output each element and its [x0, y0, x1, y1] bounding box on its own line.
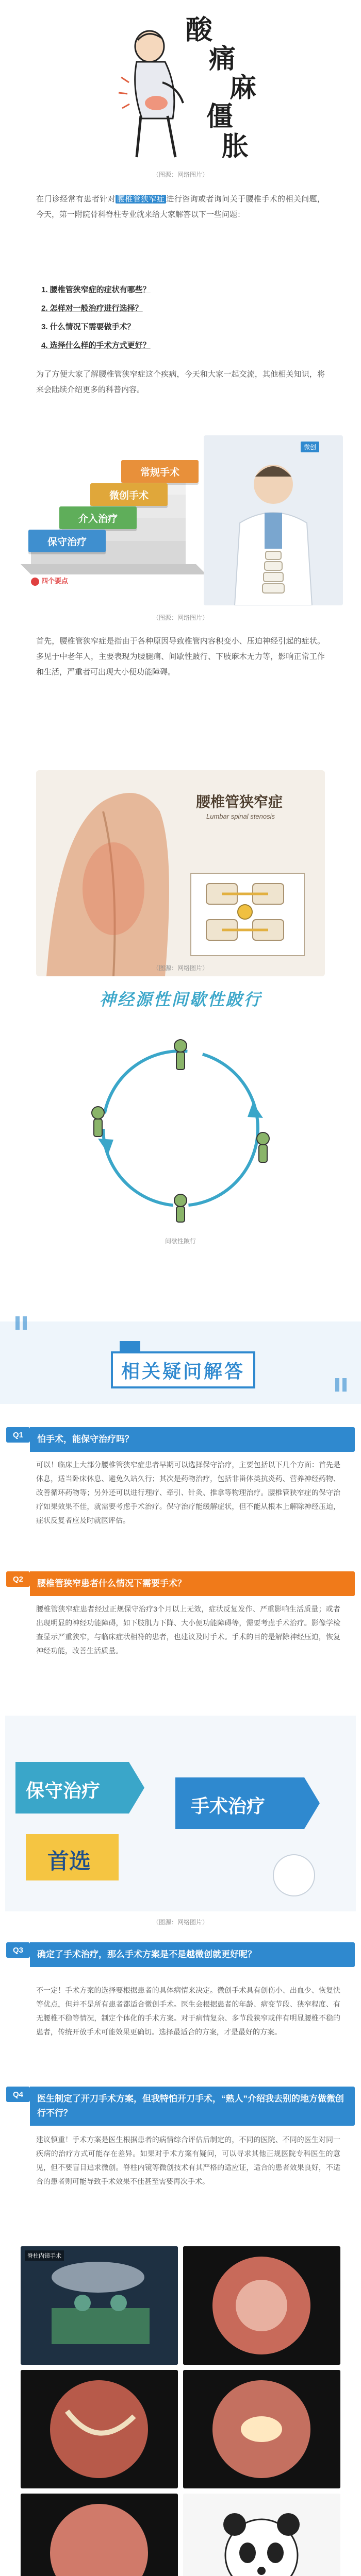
hero-word-sour: 酸: [186, 16, 213, 45]
toc-item[interactable]: 4. 选择什么样的手术方式更好？: [41, 341, 151, 350]
claudication-caption: 间歇性跛行: [165, 1238, 196, 1245]
operating-room-icon: [21, 2246, 178, 2365]
toc-item[interactable]: 1. 腰椎管狭窄症的症状有哪些？: [41, 285, 151, 294]
intro-text: 在门诊经常有患者针对 腰椎管狭窄症 进行咨询或者询问关于腰椎手术的相关问题，今天，第一附院骨科脊柱专业就来给大家解答以下一些问题：: [36, 195, 325, 219]
surgery-photo: [183, 2246, 340, 2365]
first-choice-label: 首选: [47, 1849, 91, 1873]
hero-word-pain: 痛: [209, 45, 236, 74]
hero-caption: （图源：网络图片）: [152, 171, 208, 178]
doctor-spine-photo: [204, 435, 343, 605]
surgery-photo: [21, 2370, 178, 2488]
summary-paragraph: 为了方便大家了解腰椎管狭窄症这个疾病，今天和大家一起交流，其他相关知识，将来会陆续介绍更多的科普内容。: [36, 370, 325, 394]
question-title: 确定了手术治疗，那么手术方案是不是越微创就更好呢？: [30, 1942, 355, 1967]
stenosis-paragraph: [36, 634, 325, 680]
question-title: 怕手术，能保守治疗吗？: [30, 1427, 355, 1452]
answer-text: 不一定！手术方案的选择要根据患者的具体病情来决定。微创手术具有创伤小、出血少、恢复快等优点，但并不是所有患者都适合微创手术。医生会根据患者的年龄、病变节段、狭窄程度、有无腰椎不稳等情况，制定个体化的手术方案。对于病情复杂、多节段狭窄或伴有明显腰椎不稳的患者，传统开放手术可能效果更确切。选择最适合的方案，才是最好的方案。: [36, 1986, 340, 2036]
claudication-title: 神经源性间歇性跛行: [99, 990, 262, 1009]
hero-word-numb: 麻: [229, 74, 257, 103]
answer-text: 腰椎管狭窄症患者经过正规保守治疗3个月以上无效，症状反复发作、严重影响生活质量；或者出现明显的神经功能障碍，如下肢肌力下降、大小便功能障碍等，需要考虑手术治疗。影像学检查显示严重狭窄，与临床症状相符的患者，也建议及时手术。手术的目的是解除神经压迫，恢复神经功能，改善生活质量。: [36, 1605, 340, 1655]
question-number: Q4: [6, 2087, 30, 2102]
question-number: Q3: [6, 1942, 30, 1958]
claudication-cycle-illustration: [77, 1025, 284, 1231]
stenosis-title-en: Lumbar spinal stenosis: [206, 812, 275, 820]
endoscope-view-icon: [183, 2370, 340, 2488]
question-list: [41, 281, 320, 355]
treatment-stairs-illustration: [21, 435, 206, 590]
stair-step: 保守治疗: [28, 530, 106, 552]
question-title: 腰椎管狭窄患者什么情况下需要手术？: [30, 1571, 355, 1596]
photo-tag: 脊柱内镜手术: [25, 2250, 64, 2261]
stenosis-title: 腰椎管狭窄症: [196, 794, 283, 810]
surgery-photo: [21, 2494, 178, 2576]
qa-section-banner: [0, 1301, 361, 1404]
toc-item[interactable]: 2. 怎样对一般治疗进行选择？: [41, 304, 143, 313]
stairs-bottom-text: 四个要点: [41, 577, 69, 585]
conservative-label: 保守治疗: [26, 1780, 101, 1801]
pin-icon: [31, 578, 39, 586]
answer-text: 可以！临床上大部分腰椎管狭窄症患者早期可以选择保守治疗，主要包括以下几个方面：首先是休息，适当卧床休息、避免久站久行；其次是药物治疗，包括非甾体类抗炎药、营养神经药物、改善循环药物等；另外还可以进行理疗、牵引、针灸、推拿等物理治疗。腰椎管狭窄症的保守治疗如果效果不佳，就需要考虑手术治疗。保守治疗能缓解症状，但不能从根本上解除神经压迫，症状反复者应及时就医评估。: [36, 1461, 340, 1524]
panda-mascot-icon: [183, 2494, 340, 2576]
stenosis-caption: （图源：网络图片）: [152, 964, 208, 972]
doctor-with-spine-model-icon: [204, 435, 343, 605]
intro-paragraph: [36, 192, 325, 223]
question-title: 医生制定了开刀手术方案，但我特怕开刀手术，“熟人”介绍我去别的地方做微创行不行？: [30, 2087, 355, 2126]
surgery-label: 手术治疗: [191, 1795, 266, 1817]
endoscope-view-icon: [21, 2494, 178, 2576]
surgery-photo: [21, 2246, 178, 2365]
treatment-choice-illustration: [5, 1716, 356, 1911]
back-pain-illustration: [101, 10, 260, 165]
stairs-bottom-label: [31, 575, 68, 586]
stair-step: 常规手术: [121, 460, 199, 483]
walking-cycle-icon: [77, 1025, 284, 1231]
stair-step: 微创手术: [90, 483, 168, 506]
stair-step: 介入治疗: [59, 506, 137, 529]
doctor-badge: 微创: [301, 442, 319, 452]
stenosis-text: 首先，腰椎管狭窄症是指由于各种原因导致椎管内容积变小、压迫神经引起的症状。多见于中老年人，主要表现为腰腿痛、间歇性跛行、下肢麻木无力等，影响正常工作和生活，严重者可出现大小便功能障碍。: [36, 637, 325, 676]
stairs-caption: （图源：网络图片）: [152, 614, 208, 621]
question-number: Q1: [6, 1427, 30, 1443]
answer-text: 建议慎重！手术方案是医生根据患者的病情综合评估后制定的，不同的医院、不同的医生对同一疾病的治疗方式可能存在差异。如果对手术方案有疑问，可以寻求其他正规医院专科医生的意见，但不要盲目追求微创。脊柱内镜等微创技术有其严格的适应证，适合的患者效果良好，不适合的患者则可能导致手术效果不佳甚至需要再次手术。: [36, 2136, 340, 2185]
treatment-arrows-icon: [5, 1716, 356, 1911]
hero-word-stiff: 僵: [206, 103, 234, 132]
question-number: Q2: [6, 1571, 30, 1587]
lumbar-stenosis-illustration: [36, 770, 325, 976]
toc-item[interactable]: 3. 什么情况下需要做手术？: [41, 323, 135, 331]
endoscope-view-icon: [21, 2370, 178, 2488]
highlight-term: 腰椎管狭窄症: [116, 195, 166, 204]
surgery-photo: [183, 2370, 340, 2488]
surgery-photo: [183, 2494, 340, 2576]
hero-word-swell: 胀: [222, 132, 249, 162]
qa-section-title: 相关疑问解答: [111, 1351, 255, 1388]
treatment-caption: （图源：网络图片）: [152, 1919, 208, 1926]
endoscope-view-icon: [183, 2246, 340, 2365]
